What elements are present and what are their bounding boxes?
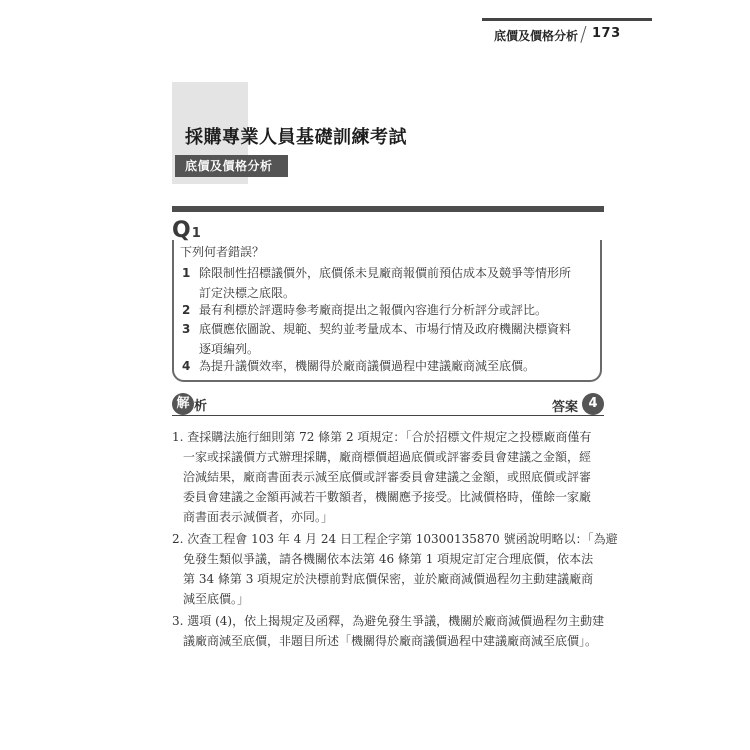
explanation-line: 洽減結果，廠商書面表示減至底價或評審委員會建議之金額，或照底價或評審 bbox=[183, 470, 592, 484]
explanation-line: 第 34 條第 3 項規定於決標前對底價保密，並於廠商減價過程勿主動建議廠商 bbox=[183, 572, 594, 586]
header-section-title: 底價及價格分析 bbox=[494, 29, 579, 43]
option-text-line: 底價應依圖說、規範、契約並考量成本、市場行情及政府機關決標資料 bbox=[199, 322, 572, 336]
question-top-bar bbox=[172, 206, 604, 212]
page-title: 採購專業人員基礎訓練考試 bbox=[185, 127, 407, 148]
analysis-badge-text: 析 bbox=[194, 399, 208, 414]
explanation-line: 議廠商減至底價，非題目所述「機關得於廠商議價過程中建議廠商減至底價」。 bbox=[183, 634, 598, 648]
analysis-rule bbox=[172, 415, 604, 416]
answer-label: 答案 bbox=[552, 400, 579, 415]
option-text-line: 為提升議價效率，機關得於廠商議價過程中建議廠商減至底價。 bbox=[199, 359, 536, 373]
analysis-badge bbox=[172, 393, 212, 415]
option-number: 1 bbox=[182, 266, 191, 280]
question-stem: 下列何者錯誤？ bbox=[180, 245, 265, 259]
explanation-line: 一家或採議價方式辦理採購，廠商標價超過底價或評審委員會建議之金額，經 bbox=[183, 450, 592, 464]
question-number: 1 bbox=[191, 226, 201, 241]
running-header bbox=[482, 18, 652, 48]
option-number: 2 bbox=[182, 303, 191, 317]
explanation-line: 減至底價。」 bbox=[183, 592, 250, 606]
explanation-line: 1. 查採購法施行細則第 72 條第 2 項規定：「合於招標文件規定之投標廠商僅有 bbox=[172, 430, 592, 444]
section-subtitle: 底價及價格分析 bbox=[175, 155, 288, 177]
answer-value: 4 bbox=[582, 393, 604, 415]
option-text-line: 除限制性招標議價外，底價係未見廠商報價前預估成本及競爭等情形所 bbox=[199, 266, 572, 280]
header-rule bbox=[482, 18, 652, 21]
page-number: 173 bbox=[592, 26, 621, 41]
option-text-line: 逐項編列。 bbox=[199, 342, 260, 356]
explanation-line: 免發生類似爭議，請各機關依本法第 46 條第 1 項規定訂定合理底價，依本法 bbox=[183, 552, 594, 566]
explanation-line: 委員會建議之金額再減若干數額者，機關應予接受。比減價格時，僅餘一家廠 bbox=[183, 490, 592, 504]
explanation-line: 商書面表示減價者，亦同。」 bbox=[183, 510, 334, 524]
question-letter: Q bbox=[172, 218, 191, 243]
option-number: 4 bbox=[182, 359, 191, 373]
explanation-line: 3. 選項 (4)，依上揭規定及函釋，為避免發生爭議，機關於廠商減價過程勿主動建 bbox=[172, 614, 605, 628]
option-number: 3 bbox=[182, 322, 191, 336]
option-text-line: 最有利標於評選時參考廠商提出之報價內容進行分析評分或評比。 bbox=[199, 303, 548, 317]
analysis-badge-circle: 解 bbox=[172, 393, 194, 415]
option-text-line: 訂定決標之底限。 bbox=[199, 286, 296, 300]
header-divider: / bbox=[580, 22, 587, 46]
explanation-line: 2. 次查工程會 103 年 4 月 24 日工程企字第 10300135870 號函說明略以：「為避 bbox=[172, 532, 618, 546]
